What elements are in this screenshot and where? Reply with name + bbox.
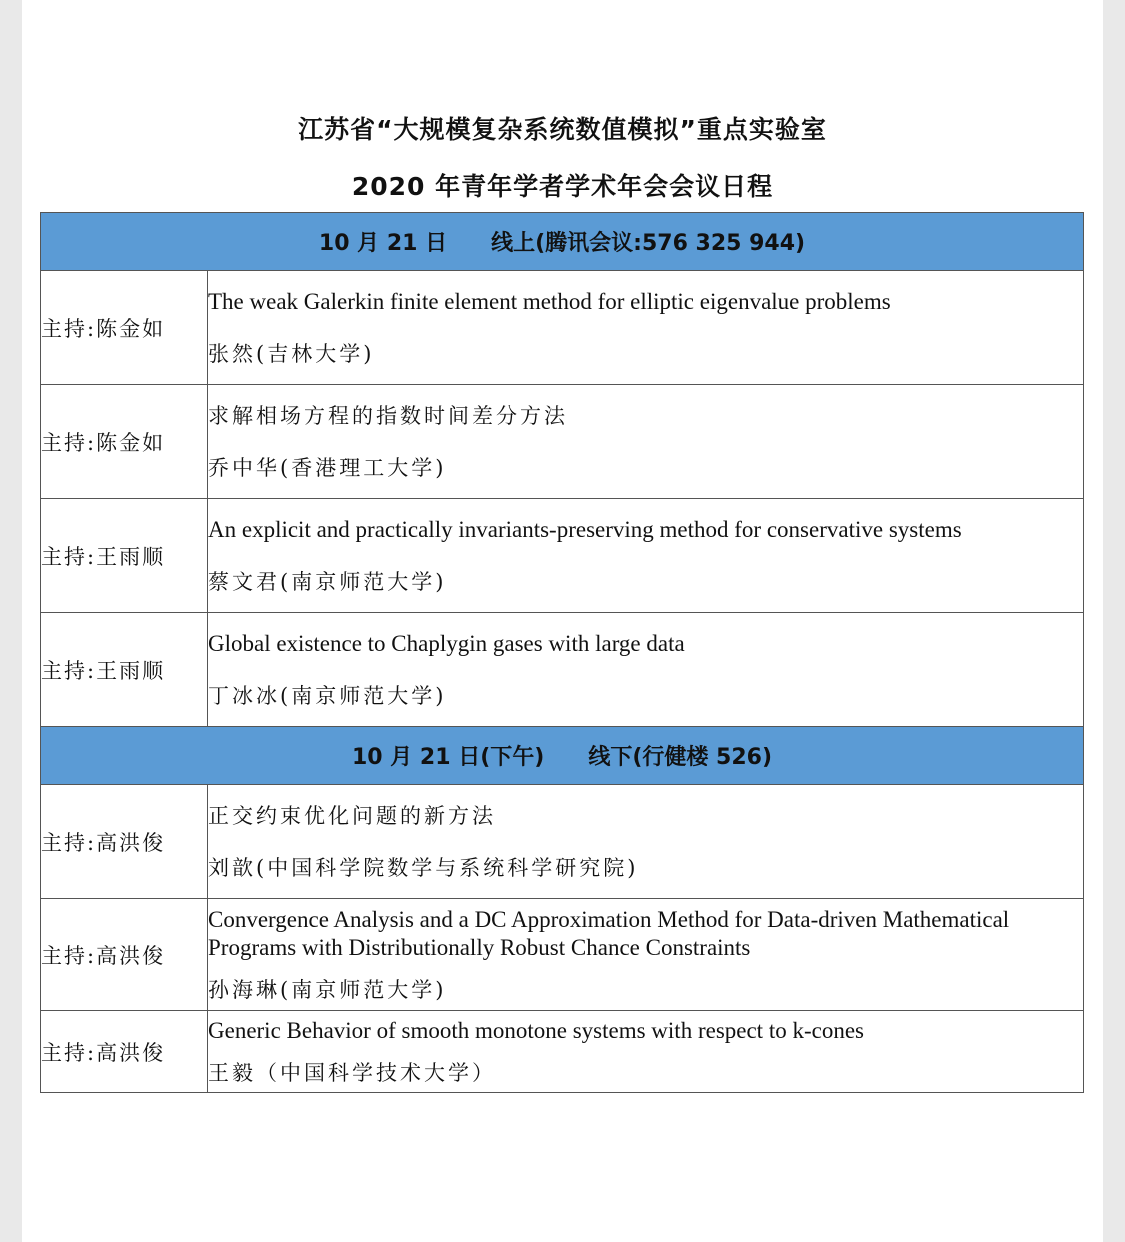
section-header	[41, 213, 1084, 271]
talk-title: Generic Behavior of smooth monotone systems with respect to k-cones	[208, 1017, 864, 1043]
section-header-row	[41, 213, 1084, 271]
table-row	[41, 613, 1084, 727]
chair-cell: 主持:高洪俊	[41, 899, 208, 1011]
talk-title: The weak Galerkin finite element method for elliptic eigenvalue problems	[208, 288, 891, 314]
chair-cell: 主持:陈金如	[41, 271, 208, 385]
talk-speaker: 孙海琳(南京师范大学)	[208, 977, 447, 1002]
table-row	[41, 785, 1084, 899]
table-row	[41, 1011, 1084, 1093]
document-page	[22, 0, 1103, 1242]
document-title-line-1: 江苏省“大规模复杂系统数值模拟”重点实验室	[298, 115, 827, 144]
section-header-row	[41, 727, 1084, 785]
talk-title: 正交约束优化问题的新方法	[208, 803, 496, 828]
talk-title: 求解相场方程的指数时间差分方法	[208, 403, 568, 428]
talk-speaker: 王毅（中国科学技术大学）	[208, 1060, 496, 1085]
talk-cell	[208, 899, 1084, 1011]
table-row	[41, 499, 1084, 613]
section-date: 10 月 21 日(下午)	[351, 745, 545, 770]
chair-cell: 主持:王雨顺	[41, 499, 208, 613]
section-header	[41, 727, 1084, 785]
talk-cell	[208, 385, 1084, 499]
table-row	[41, 899, 1084, 1011]
document-title-line-2: 2020 年青年学者学术年会会议日程	[351, 172, 774, 201]
chair-cell: 主持:陈金如	[41, 385, 208, 499]
table-row	[41, 385, 1084, 499]
table-row	[41, 271, 1084, 385]
talk-speaker: 丁冰冰(南京师范大学)	[208, 683, 447, 708]
chair-cell: 主持:高洪俊	[41, 785, 208, 899]
chair-cell: 主持:王雨顺	[41, 613, 208, 727]
talk-speaker: 蔡文君(南京师范大学)	[208, 569, 447, 594]
talk-title: An explicit and practically invariants-preserving method for conservative systems	[208, 516, 962, 542]
talk-cell	[208, 499, 1084, 613]
talk-cell	[208, 613, 1084, 727]
talk-speaker: 张然(吉林大学)	[208, 341, 375, 366]
talk-title: Global existence to Chaplygin gases with large data	[208, 630, 685, 656]
section-venue: 线下(行健楼 526)	[588, 745, 773, 770]
talk-cell	[208, 785, 1084, 899]
talk-speaker: 刘歆(中国科学院数学与系统科学研究院)	[208, 855, 639, 880]
section-date: 10 月 21 日	[318, 231, 448, 256]
section-venue: 线上(腾讯会议:576 325 944)	[491, 231, 806, 256]
talk-title: Convergence Analysis and a DC Approximation Method for Data-driven Mathematical Programs with Distributionally Robust Chance Constraints	[208, 906, 1010, 960]
chair-cell: 主持:高洪俊	[41, 1011, 208, 1093]
schedule-table	[40, 212, 1084, 1093]
talk-cell	[208, 1011, 1084, 1093]
talk-speaker: 乔中华(香港理工大学)	[208, 455, 447, 480]
talk-cell	[208, 271, 1084, 385]
